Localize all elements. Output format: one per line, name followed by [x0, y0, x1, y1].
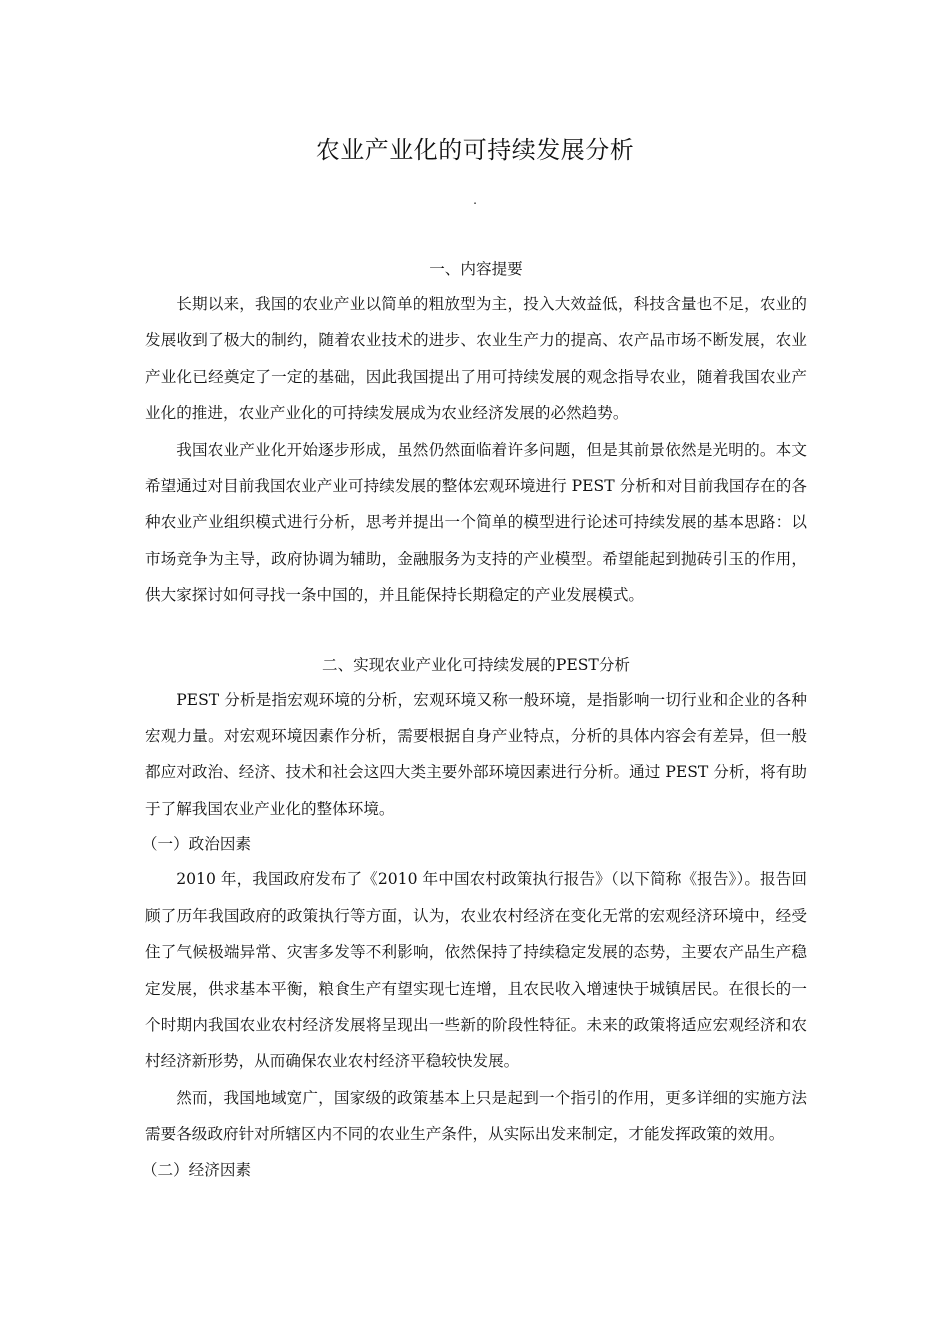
paragraph: 2010 年，我国政府发布了《2010 年中国农村政策执行报告》（以下简称《报告》）。报告回顾了历年我国政府的政策执行等方面，认为，农业农村经济在变化无常的宏观经济环境中，经受住了气候极端异常、灾害多发等不利影响，依然保持了持续稳定发展的态势，主要农产品生产稳定发展，供求基本平衡，粮食生产有望实现七连增，且农民收入增速快于城镇居民。在很长的一个时期内我国农业农村经济发展将呈现出一些新的阶段性特征。未来的政策将适应宏观经济和农村经济新形势，从而确保农业农村经济平稳较快发展。	[145, 870, 807, 1071]
subsection-heading-economic: （二）经济因素	[141, 1160, 252, 1179]
section-heading-pest: 二、实现农业产业化可持续发展的PEST分析	[321, 655, 631, 674]
title-mark: .	[473, 193, 477, 207]
paragraph: 我国农业产业化开始逐步形成，虽然仍然面临着许多问题，但是其前景依然是光明的。本文希望通过对目前我国农业产业可持续发展的整体宏观环境进行 PEST 分析和对目前我国存在的各种农业产业组织模式进行分析，思考并提出一个简单的模型进行论述可持续发展的基本思路：以市场竞争为主导，政府协调为辅助，金融服务为支持的产业模型。希望能起到抛砖引玉的作用，供大家探讨如何寻找一条中国的，并且能保持长期稳定的产业发展模式。	[145, 440, 807, 605]
section-gap	[145, 614, 807, 648]
subsection-heading-political: （一）政治因素	[141, 835, 252, 854]
section-heading-summary: 一、内容提要	[429, 260, 523, 278]
paragraph: 然而，我国地域宽广，国家级的政策基本上只是起到一个指引的作用，更多详细的实施方法需要各级政府针对所辖区内不同的农业生产条件，从实际出发来制定，才能发挥政策的效用。	[145, 1088, 807, 1144]
document-body	[141, 252, 807, 1187]
document-title: 农业产业化的可持续发展分析	[315, 136, 635, 164]
paragraph: PEST 分析是指宏观环境的分析，宏观环境又称一般环境，是指影响一切行业和企业的各种宏观力量。对宏观环境因素作分析，需要根据自身产业特点，分析的具体内容会有差异，但一般都应对政治、经济、技术和社会这四大类主要外部环境因素进行分析。通过 PEST 分析，将有助于了解我国农业产业化的整体环境。	[145, 690, 807, 818]
paragraph: 长期以来，我国的农业产业以简单的粗放型为主，投入大效益低，科技含量也不足，农业的发展收到了极大的制约，随着农业技术的进步、农业生产力的提高、农产品市场不断发展，农业产业化已经奠定了一定的基础，因此我国提出了用可持续发展的观念指导农业，随着我国农业产业化的推进，农业产业化的可持续发展成为农业经济发展的必然趋势。	[145, 295, 807, 423]
